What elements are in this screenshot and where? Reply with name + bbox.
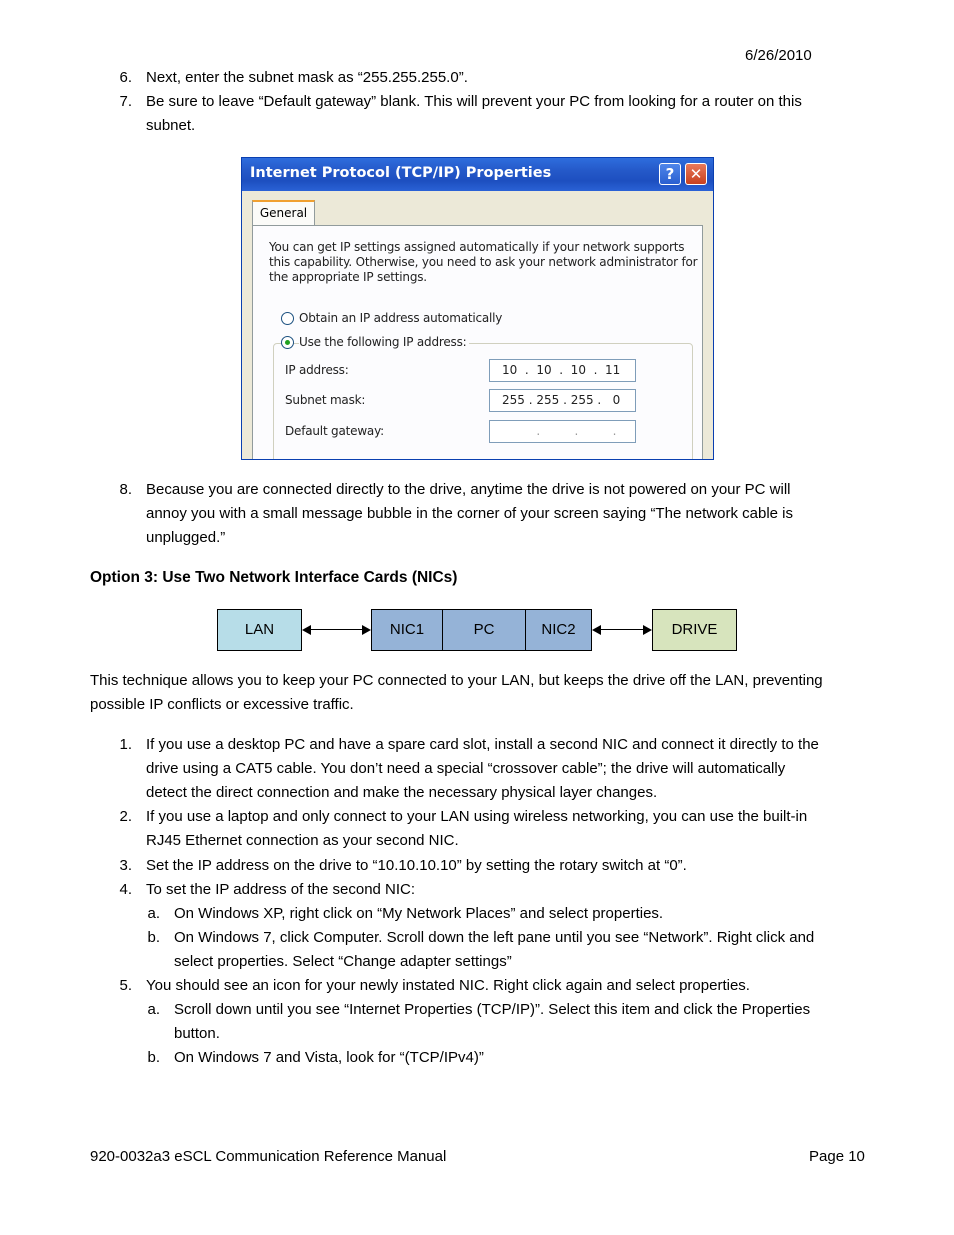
arrow-right-icon bbox=[362, 625, 371, 635]
sublist-item-text: On Windows XP, right click on “My Network Places” and select properties. bbox=[174, 905, 664, 922]
sublist-item-letter: b. bbox=[147, 929, 160, 946]
list-item-number: 4. bbox=[119, 881, 132, 898]
section-heading: Option 3: Use Two Network Interface Cards (NICs) bbox=[90, 569, 458, 586]
default-gateway-label: Default gateway: bbox=[285, 424, 384, 438]
subnet-mask-field[interactable]: 255 . 255 . 255 . 0 bbox=[489, 389, 636, 412]
list-item-text: Be sure to leave “Default gateway” blank. This will prevent your PC from looking for a router on this bbox=[146, 93, 802, 110]
paragraph-line: possible IP conflicts or excessive traffic. bbox=[90, 696, 354, 713]
list-item-text: Set the IP address on the drive to “10.10.10.10” by setting the rotary switch at “0”. bbox=[146, 857, 687, 874]
subnet-mask-label: Subnet mask: bbox=[285, 393, 366, 407]
tcpip-properties-dialog bbox=[241, 157, 714, 460]
footer-page-number: Page 10 bbox=[809, 1148, 865, 1165]
info-text: the appropriate IP settings. bbox=[269, 270, 427, 284]
sublist-item-text: button. bbox=[174, 1025, 220, 1042]
radio-obtain-automatically[interactable] bbox=[281, 312, 294, 325]
radio-obtain-label: Obtain an IP address automatically bbox=[299, 311, 503, 325]
list-item-text: RJ45 Ethernet connection as your second NIC. bbox=[146, 832, 459, 849]
paragraph-line: This technique allows you to keep your PC connected to your LAN, but keeps the drive off the LAN, preventing bbox=[90, 672, 823, 689]
sublist-item-letter: a. bbox=[147, 905, 160, 922]
list-item-text: subnet. bbox=[146, 117, 196, 134]
close-icon: ✕ bbox=[689, 165, 703, 183]
list-item-text: detect the direct connection and make the necessary physical layer changes. bbox=[146, 784, 658, 801]
arrow-right-icon bbox=[643, 625, 652, 635]
sublist-item-text: On Windows 7, click Computer. Scroll down the left pane until you see “Network”. Right click and bbox=[174, 929, 815, 946]
sublist-item-text: Scroll down until you see “Internet Properties (TCP/IP)”. Select this item and click the Properties bbox=[174, 1001, 811, 1018]
sublist-item-letter: b. bbox=[147, 1049, 160, 1066]
list-item-text: unplugged.” bbox=[146, 529, 226, 546]
pc-box: PC bbox=[442, 609, 526, 651]
list-item-number: 8. bbox=[119, 481, 132, 498]
lan-box: LAN bbox=[217, 609, 302, 651]
list-item-number: 5. bbox=[119, 977, 132, 994]
list-item-number: 2. bbox=[119, 808, 132, 825]
sublist-item-text: select properties. Select “Change adapter settings” bbox=[174, 953, 512, 970]
connector-line bbox=[598, 629, 646, 630]
sublist-item-letter: a. bbox=[147, 1001, 160, 1018]
drive-box: DRIVE bbox=[652, 609, 737, 651]
help-icon: ? bbox=[665, 165, 675, 183]
arrow-left-icon bbox=[592, 625, 601, 635]
help-button[interactable] bbox=[659, 163, 681, 185]
arrow-left-icon bbox=[302, 625, 311, 635]
radio-use-following[interactable] bbox=[281, 336, 294, 349]
list-item-text: annoy you with a small message bubble in the corner of your screen saying “The network cable is bbox=[146, 505, 793, 522]
list-item-text: You should see an icon for your newly instated NIC. Right click again and select properties. bbox=[146, 977, 750, 994]
ip-address-label: IP address: bbox=[285, 363, 349, 377]
tab-panel bbox=[252, 225, 703, 460]
dialog-title-bar bbox=[242, 158, 713, 191]
nic2-box: NIC2 bbox=[525, 609, 592, 651]
list-item-text: Next, enter the subnet mask as “255.255.255.0”. bbox=[146, 69, 468, 86]
list-item-number: 3. bbox=[119, 857, 132, 874]
dialog-body bbox=[246, 191, 709, 460]
radio-selected-dot bbox=[285, 340, 290, 345]
list-item-text: Because you are connected directly to the drive, anytime the drive is not powered on your PC will bbox=[146, 481, 791, 498]
list-item-text: If you use a desktop PC and have a spare card slot, install a second NIC and connect it directly to the bbox=[146, 736, 819, 753]
default-gateway-field[interactable]: . . . bbox=[489, 420, 636, 443]
list-item-text: drive using a CAT5 cable. You don’t need a special “crossover cable”; the drive will automatically bbox=[146, 760, 786, 777]
info-text: You can get IP settings assigned automatically if your network supports bbox=[269, 240, 685, 254]
list-item-text: To set the IP address of the second NIC: bbox=[146, 881, 416, 898]
list-item-number: 6. bbox=[119, 69, 132, 86]
info-text: this capability. Otherwise, you need to ask your network administrator for bbox=[269, 255, 698, 269]
ip-address-field[interactable]: 10 . 10 . 10 . 11 bbox=[489, 359, 636, 382]
list-item-number: 7. bbox=[119, 93, 132, 110]
list-item-number: 1. bbox=[119, 736, 132, 753]
footer-document-title: 920-0032a3 eSCL Communication Reference Manual bbox=[90, 1148, 447, 1165]
dialog-title: Internet Protocol (TCP/IP) Properties bbox=[250, 165, 552, 181]
radio-use-following-label: Use the following IP address: bbox=[299, 335, 469, 349]
sublist-item-text: On Windows 7 and Vista, look for “(TCP/IPv4)” bbox=[174, 1049, 484, 1066]
header-date: 6/26/2010 bbox=[745, 47, 812, 64]
connector-line bbox=[308, 629, 366, 630]
tab-general[interactable]: General bbox=[252, 200, 315, 227]
close-button[interactable] bbox=[685, 163, 707, 185]
nic1-box: NIC1 bbox=[371, 609, 443, 651]
list-item-text: If you use a laptop and only connect to your LAN using wireless networking, you can use the built-in bbox=[146, 808, 808, 825]
